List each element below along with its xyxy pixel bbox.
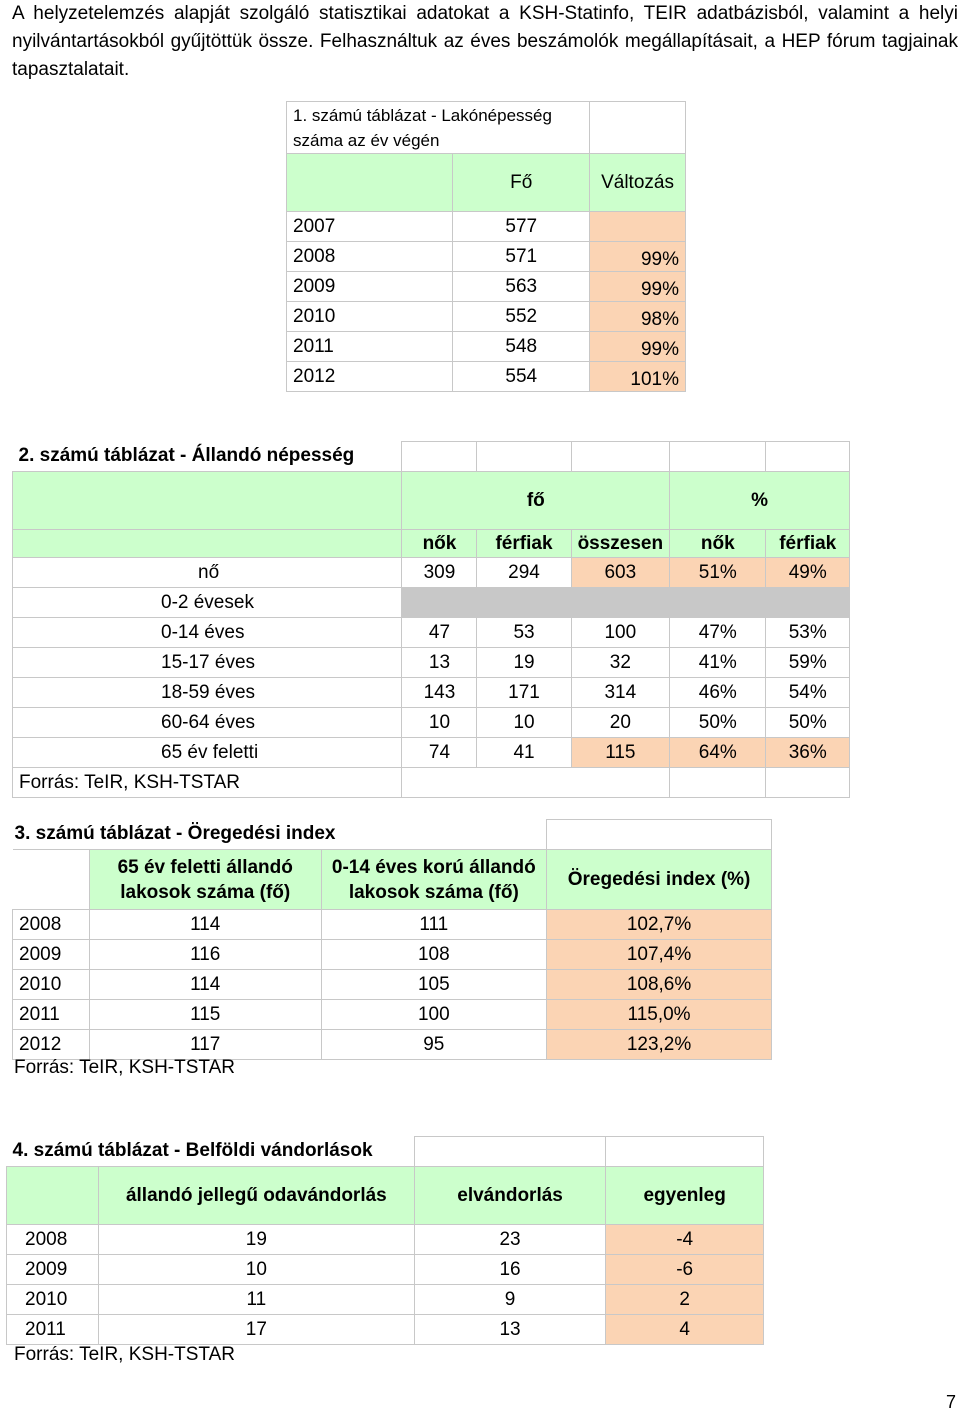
table-row [13, 588, 850, 618]
table-row [287, 272, 686, 302]
table-cell: 2011 [7, 1315, 99, 1345]
table-2-caption: 2. számú táblázat - Állandó népesség [13, 442, 402, 472]
table-2-group-pct: % [670, 472, 850, 530]
table-4-header-out: elvándorlás [414, 1167, 606, 1225]
table-row [13, 558, 850, 588]
table-cell: 13 [402, 648, 477, 678]
table-4-caption: 4. számú táblázat - Belföldi vándorlások [7, 1137, 415, 1167]
table-row [7, 1225, 764, 1255]
table-cell: 2007 [287, 212, 453, 242]
table-cell: 552 [453, 302, 590, 332]
table-cell: 51% [670, 558, 766, 588]
table-1-caption: 1. számú táblázat - Lakónépesség száma az év végén [287, 102, 590, 154]
table-cell: 41 [477, 738, 571, 768]
table-cell: 563 [453, 272, 590, 302]
table-cell: 10 [402, 708, 477, 738]
table-cell: 548 [453, 332, 590, 362]
table-2-sub-header: nők [670, 530, 766, 558]
table-cell: 20 [571, 708, 670, 738]
table-cell: 2 [606, 1285, 764, 1315]
table-cell: 111 [321, 910, 547, 940]
table-cell: 60-64 éves [13, 708, 402, 738]
table-row [13, 910, 772, 940]
table-cell: 53% [766, 618, 850, 648]
table-cell: 100 [321, 1000, 547, 1030]
table-cell: 50% [670, 708, 766, 738]
table-cell: 2008 [7, 1225, 99, 1255]
page-number: 7 [945, 1392, 956, 1412]
table-cell: 2009 [13, 940, 90, 970]
table-cell: 114 [89, 910, 321, 940]
table-4-header-in: állandó jellegű odavándorlás [98, 1167, 414, 1225]
table-cell: 74 [402, 738, 477, 768]
table-cell: 16 [414, 1255, 606, 1285]
table-row [287, 242, 686, 272]
table-cell: 36% [766, 738, 850, 768]
table-row [7, 1315, 764, 1345]
table-2-sub-header: nők [402, 530, 477, 558]
table-cell: 10 [477, 708, 571, 738]
table-cell [766, 588, 850, 618]
table-row [7, 1255, 764, 1285]
table-cell [477, 588, 571, 618]
table-row [287, 332, 686, 362]
table-cell: -6 [606, 1255, 764, 1285]
table-1-population [286, 101, 686, 392]
table-cell [571, 588, 670, 618]
table-cell: 98% [590, 302, 686, 332]
table-cell: 32 [571, 648, 670, 678]
table-cell: 59% [766, 648, 850, 678]
table-cell [402, 588, 477, 618]
table-cell: 99% [590, 332, 686, 362]
table-cell: 2011 [13, 1000, 90, 1030]
table-2-sub-header: férfiak [477, 530, 571, 558]
table-cell: 143 [402, 678, 477, 708]
table-2-source: Forrás: TeIR, KSH-TSTAR [13, 768, 402, 798]
table-cell: 50% [766, 708, 850, 738]
table-cell: 2008 [13, 910, 90, 940]
table-row [287, 212, 686, 242]
table-cell: 2009 [287, 272, 453, 302]
table-cell: 171 [477, 678, 571, 708]
table-row [13, 970, 772, 1000]
table-cell: 46% [670, 678, 766, 708]
table-3-source: Forrás: TeIR, KSH-TSTAR [14, 1057, 235, 1078]
table-cell: 102,7% [547, 910, 772, 940]
table-cell: 314 [571, 678, 670, 708]
table-3-header-65plus: 65 év feletti állandó lakosok száma (fő) [89, 850, 321, 910]
table-cell: 2010 [7, 1285, 99, 1315]
table-cell: 101% [590, 362, 686, 392]
table-cell: 53 [477, 618, 571, 648]
table-cell: 603 [571, 558, 670, 588]
table-2-group-fo: fő [402, 472, 670, 530]
table-cell: 47 [402, 618, 477, 648]
table-3-header-0-14: 0-14 éves korú állandó lakosok száma (fő) [321, 850, 547, 910]
table-cell: 11 [98, 1285, 414, 1315]
table-cell: 65 év feletti [13, 738, 402, 768]
table-row [13, 678, 850, 708]
table-4-migration [6, 1136, 764, 1345]
table-cell: 2010 [13, 970, 90, 1000]
table-row [13, 618, 850, 648]
table-cell: 10 [98, 1255, 414, 1285]
table-3-caption: 3. számú táblázat - Öregedési index [13, 820, 547, 850]
table-cell: 18-59 éves [13, 678, 402, 708]
table-cell: 19 [477, 648, 571, 678]
table-cell: 54% [766, 678, 850, 708]
table-cell: 2012 [13, 1030, 90, 1060]
table-4-header-balance: egyenleg [606, 1167, 764, 1225]
table-row [7, 1285, 764, 1315]
table-cell: 115 [571, 738, 670, 768]
table-cell [590, 212, 686, 242]
table-cell: 294 [477, 558, 571, 588]
table-cell: 116 [89, 940, 321, 970]
table-cell: 9 [414, 1285, 606, 1315]
table-cell: 108 [321, 940, 547, 970]
table-3-header-index: Öregedési index (%) [547, 850, 772, 910]
table-cell [670, 588, 766, 618]
table-row [287, 302, 686, 332]
table-cell: 123,2% [547, 1030, 772, 1060]
table-cell: 100 [571, 618, 670, 648]
table-cell: 15-17 éves [13, 648, 402, 678]
table-cell: 99% [590, 242, 686, 272]
table-cell: 2012 [287, 362, 453, 392]
table-2-permanent-population [12, 441, 850, 798]
table-cell: 2008 [287, 242, 453, 272]
table-cell: 47% [670, 618, 766, 648]
table-cell: 554 [453, 362, 590, 392]
table-cell: 108,6% [547, 970, 772, 1000]
table-cell: 2011 [287, 332, 453, 362]
table-cell: 309 [402, 558, 477, 588]
table-cell: 4 [606, 1315, 764, 1345]
table-cell: 107,4% [547, 940, 772, 970]
table-row [13, 1000, 772, 1030]
table-cell: 115,0% [547, 1000, 772, 1030]
table-4-source: Forrás: TeIR, KSH-TSTAR [14, 1344, 235, 1365]
table-row [287, 362, 686, 392]
table-cell: 19 [98, 1225, 414, 1255]
intro-paragraph: A helyzetelemzés alapját szolgáló statisztikai adatokat a KSH-Statinfo, TEIR adatbázisból, valamint a helyi nyilvántartásokból gyűjtöttük össze. Felhasználtuk az éves beszámolók megállapításait, a HEP fórum tagjainak tapasztalatait. [12, 3, 958, 80]
table-cell: 49% [766, 558, 850, 588]
table-cell: 23 [414, 1225, 606, 1255]
table-row [13, 1030, 772, 1060]
table-cell: 115 [89, 1000, 321, 1030]
table-row [13, 648, 850, 678]
table-row [13, 708, 850, 738]
table-cell: 17 [98, 1315, 414, 1345]
table-2-sub-header: férfiak [766, 530, 850, 558]
table-row [13, 940, 772, 970]
table-cell: 114 [89, 970, 321, 1000]
table-2-sub-header: összesen [571, 530, 670, 558]
table-cell: 0-2 évesek [13, 588, 402, 618]
table-cell: 13 [414, 1315, 606, 1345]
table-cell: 117 [89, 1030, 321, 1060]
table-cell: 64% [670, 738, 766, 768]
table-cell: 2010 [287, 302, 453, 332]
table-row [13, 738, 850, 768]
table-cell: 41% [670, 648, 766, 678]
table-cell: nő [13, 558, 402, 588]
table-cell: 577 [453, 212, 590, 242]
table-cell: 2009 [7, 1255, 99, 1285]
table-1-header-valtozas: Változás [590, 154, 686, 212]
table-cell: 95 [321, 1030, 547, 1060]
table-3-aging-index [12, 819, 772, 1060]
table-cell: 105 [321, 970, 547, 1000]
table-1-header-fo: Fő [453, 154, 590, 212]
table-cell: 99% [590, 272, 686, 302]
table-cell: -4 [606, 1225, 764, 1255]
table-cell: 571 [453, 242, 590, 272]
table-cell: 0-14 éves [13, 618, 402, 648]
